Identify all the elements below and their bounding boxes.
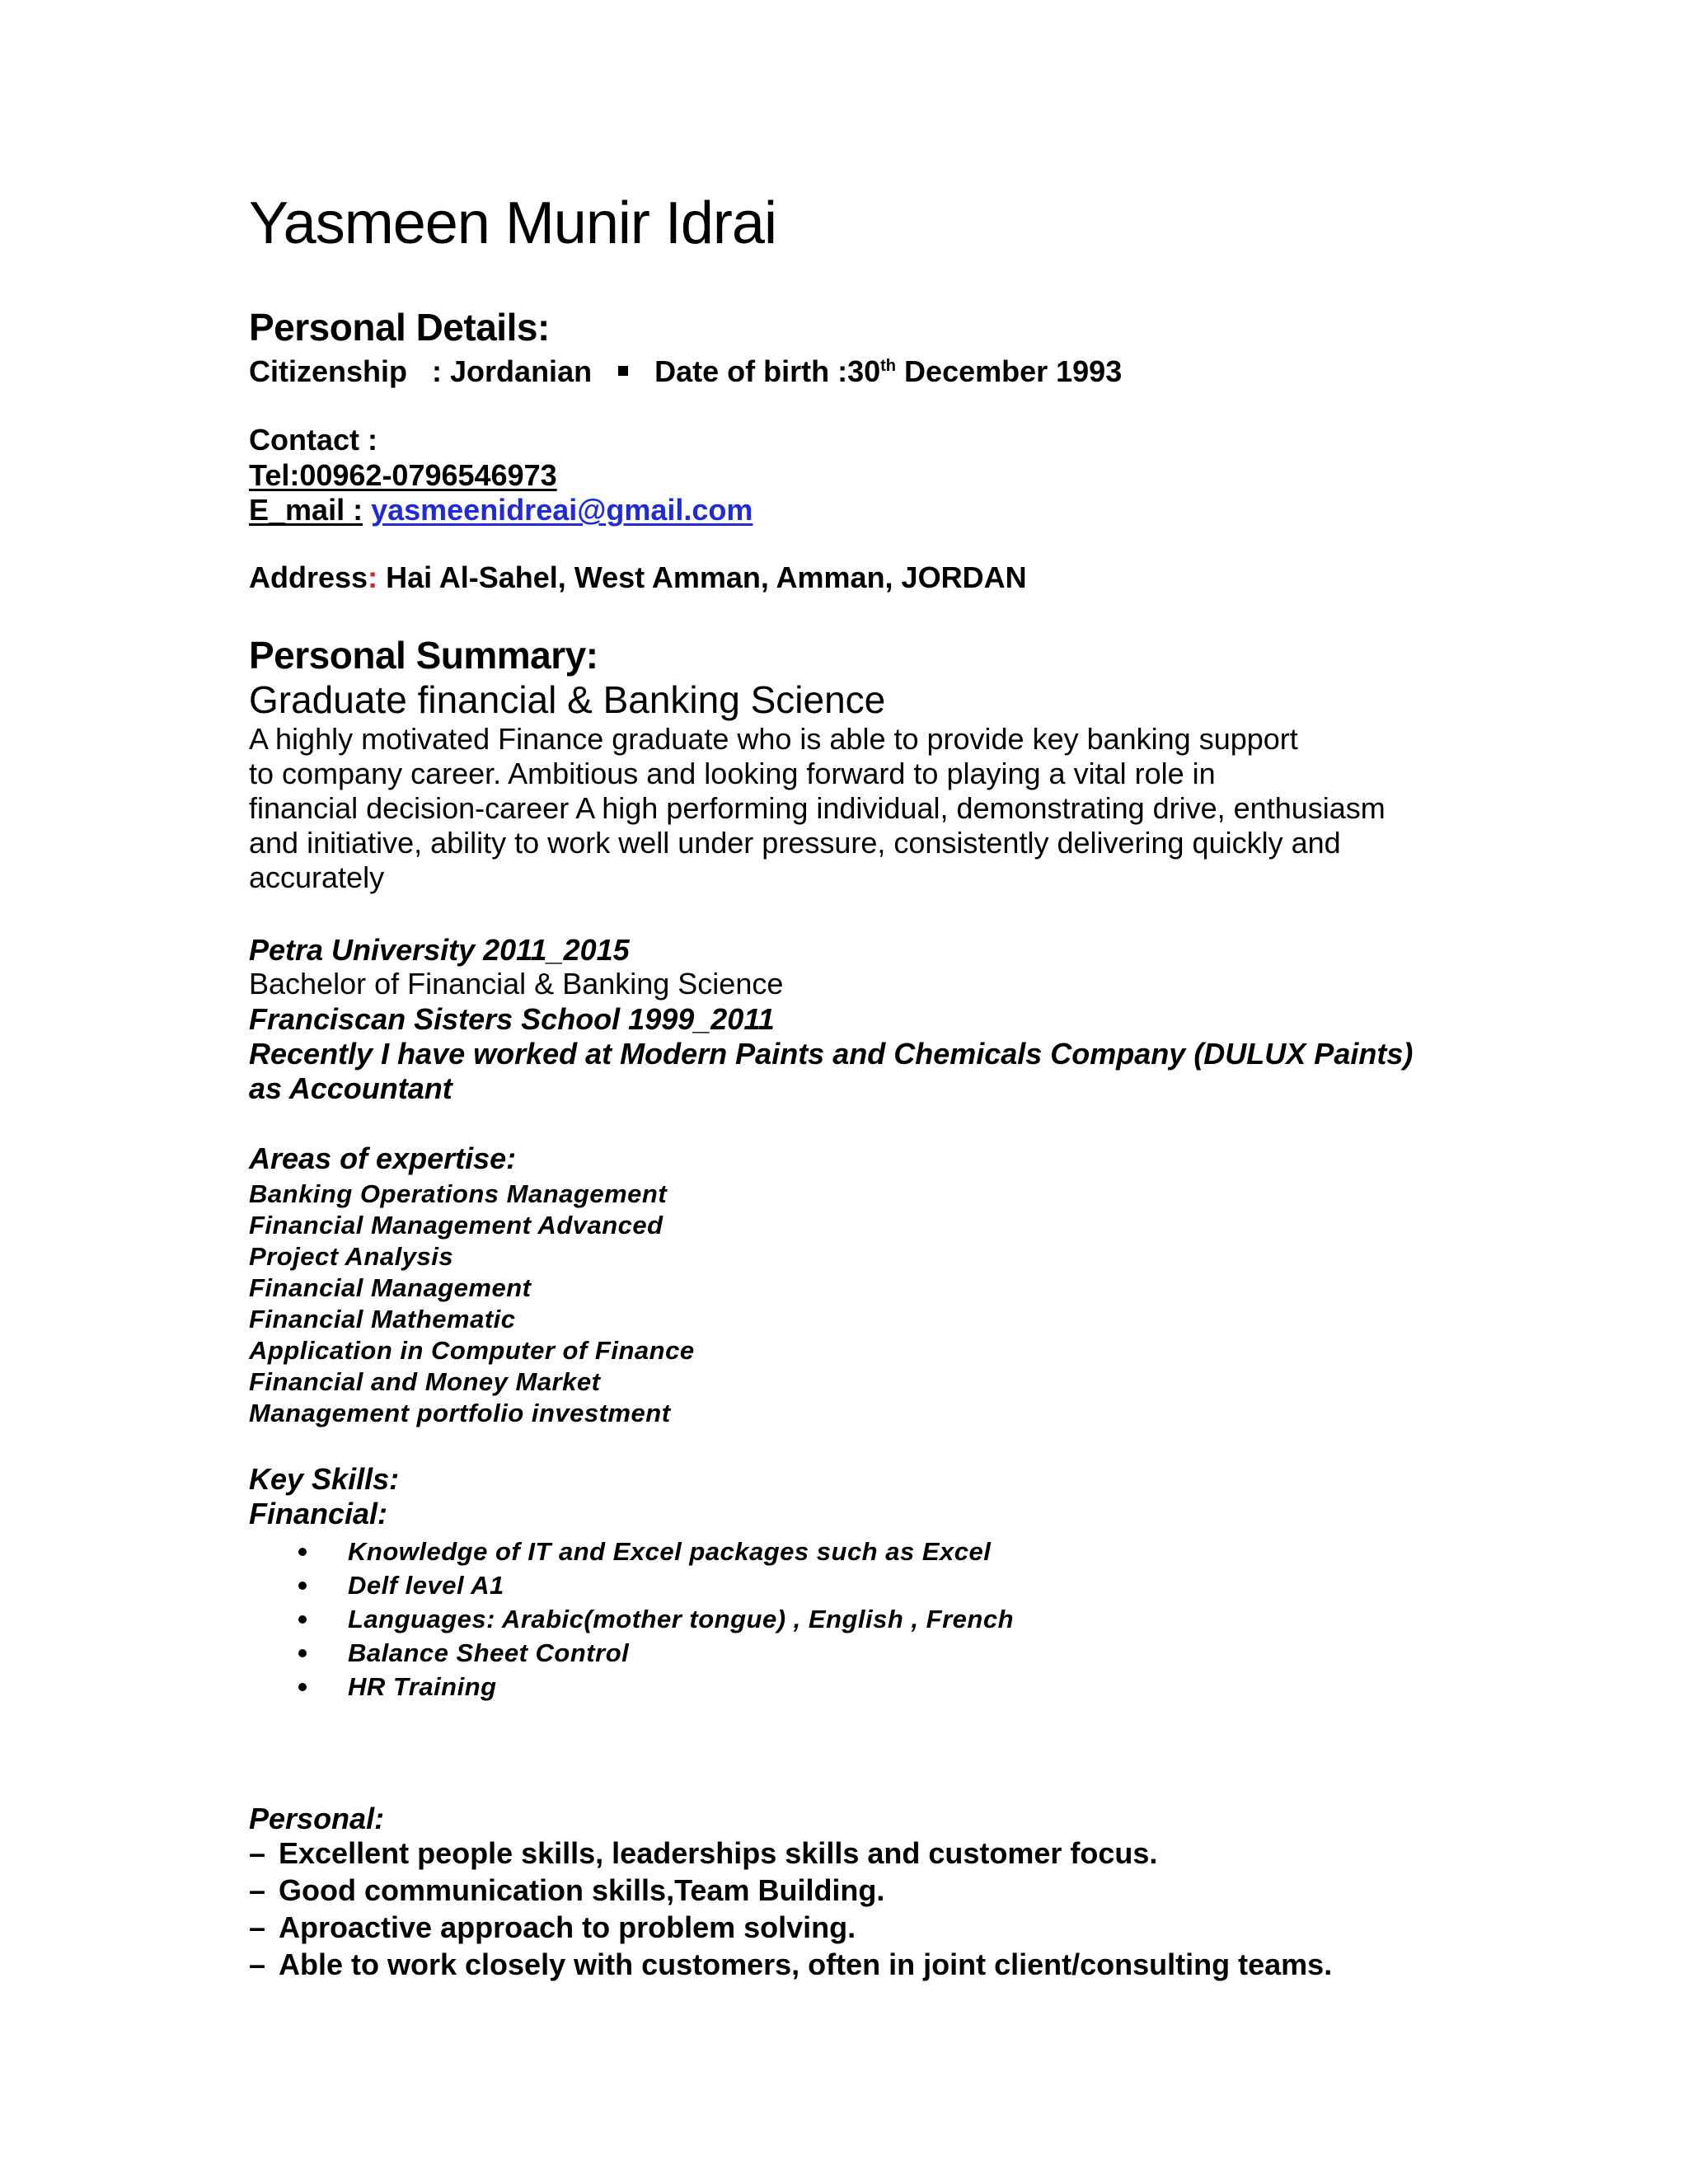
expertise-item: Financial and Money Market bbox=[249, 1367, 601, 1396]
personal-item bbox=[249, 1909, 1332, 1946]
email-link[interactable]: yasmeenidreai@gmail.com bbox=[371, 493, 753, 527]
contact-heading: Contact : bbox=[249, 423, 377, 457]
bullet-icon bbox=[298, 1649, 307, 1657]
bullet-icon bbox=[298, 1615, 307, 1624]
personal-heading: Personal: bbox=[249, 1802, 385, 1835]
work-experience-role: as Accountant bbox=[249, 1071, 452, 1105]
work-experience-line: Recently I have worked at Modern Paints and Chemicals Company (DULUX Paints) bbox=[249, 1037, 1414, 1071]
personal-item-text: Good communication skills,Team Building. bbox=[279, 1873, 885, 1907]
personal-item-text: Able to work closely with customers, often in joint client/consulting teams. bbox=[279, 1947, 1333, 1981]
personal-item bbox=[249, 1946, 1332, 1983]
citizenship-label: Citizenship bbox=[249, 354, 408, 388]
expertise-list bbox=[249, 1179, 695, 1429]
personal-skills-list bbox=[249, 1835, 1332, 1983]
dash-marker: – bbox=[249, 1836, 266, 1870]
citizenship-value: : Jordanian bbox=[432, 354, 593, 388]
financial-skills-heading: Financial: bbox=[249, 1497, 388, 1530]
email-label: E_mail : bbox=[249, 493, 363, 527]
school-line: Franciscan Sisters School 1999_2011 bbox=[249, 1002, 775, 1036]
skill-item bbox=[298, 1535, 1014, 1568]
expertise-item: Application in Computer of Finance bbox=[249, 1336, 695, 1365]
address-colon: : bbox=[368, 560, 378, 594]
summary-line: and initiative, ability to work well under pressure, consistently delivering quickly and bbox=[249, 826, 1341, 860]
key-skills-heading: Key Skills: bbox=[249, 1462, 400, 1496]
email-line bbox=[249, 493, 753, 527]
bullet-icon bbox=[298, 1683, 307, 1691]
personal-details-heading: Personal Details: bbox=[249, 306, 550, 349]
financial-skills-list bbox=[298, 1535, 1014, 1704]
dash-marker: – bbox=[249, 1947, 266, 1981]
expertise-item: Financial Management bbox=[249, 1273, 532, 1302]
summary-subtitle: Graduate financial & Banking Science bbox=[249, 678, 886, 721]
separator-square-icon bbox=[618, 366, 628, 376]
summary-line: to company career. Ambitious and looking forward to playing a vital role in bbox=[249, 757, 1216, 790]
degree-line: Bachelor of Financial & Banking Science bbox=[249, 967, 784, 1001]
personal-item-text: Aproactive approach to problem solving. bbox=[279, 1910, 856, 1944]
skill-item bbox=[298, 1636, 1014, 1670]
expertise-item: Financial Management Advanced bbox=[249, 1211, 663, 1240]
expertise-heading: Areas of expertise: bbox=[249, 1141, 517, 1175]
bullet-icon bbox=[298, 1548, 307, 1556]
skill-item-text: Knowledge of IT and Excel packages such as Excel bbox=[348, 1537, 992, 1566]
expertise-item: Financial Mathematic bbox=[249, 1305, 516, 1333]
candidate-name: Yasmeen Munir Idrai bbox=[249, 190, 776, 256]
expertise-item: Banking Operations Management bbox=[249, 1179, 668, 1208]
expertise-item: Project Analysis bbox=[249, 1242, 454, 1271]
university-line: Petra University 2011_2015 bbox=[249, 933, 630, 967]
summary-line: A highly motivated Finance graduate who is able to provide key banking support bbox=[249, 722, 1298, 756]
bullet-icon bbox=[298, 1582, 307, 1590]
address-label: Address bbox=[249, 560, 368, 594]
personal-item bbox=[249, 1835, 1332, 1872]
dash-marker: – bbox=[249, 1873, 266, 1907]
personal-summary-heading: Personal Summary: bbox=[249, 634, 598, 677]
skill-item-text: HR Training bbox=[348, 1672, 497, 1701]
phone-number[interactable]: Tel:00962-0796546973 bbox=[249, 458, 557, 492]
skill-item-text: Balance Sheet Control bbox=[348, 1638, 630, 1667]
personal-item-text: Excellent people skills, leaderships skills and customer focus. bbox=[279, 1836, 1158, 1870]
personal-item bbox=[249, 1872, 1332, 1909]
address-line bbox=[249, 560, 1027, 595]
skill-item bbox=[298, 1568, 1014, 1602]
skill-item bbox=[298, 1670, 1014, 1704]
expertise-item: Management portfolio investment bbox=[249, 1399, 671, 1427]
skill-item-text: Delf level A1 bbox=[348, 1571, 504, 1600]
dash-marker: – bbox=[249, 1910, 266, 1944]
skill-item-text: Languages: Arabic(mother tongue) , English , French bbox=[348, 1605, 1015, 1633]
address-value: Hai Al-Sahel, West Amman, Amman, JORDAN bbox=[386, 560, 1027, 594]
summary-line: accurately bbox=[249, 860, 385, 894]
dob-label: Date of birth :30 bbox=[654, 354, 881, 388]
citizenship-dob-line bbox=[249, 354, 1122, 389]
summary-paragraph bbox=[249, 722, 1452, 895]
dob-superscript: th bbox=[880, 357, 897, 375]
dob-rest: December 1993 bbox=[904, 354, 1123, 388]
skill-item bbox=[298, 1602, 1014, 1636]
summary-line: financial decision-career A high performing individual, demonstrating drive, enthusiasm bbox=[249, 791, 1386, 825]
